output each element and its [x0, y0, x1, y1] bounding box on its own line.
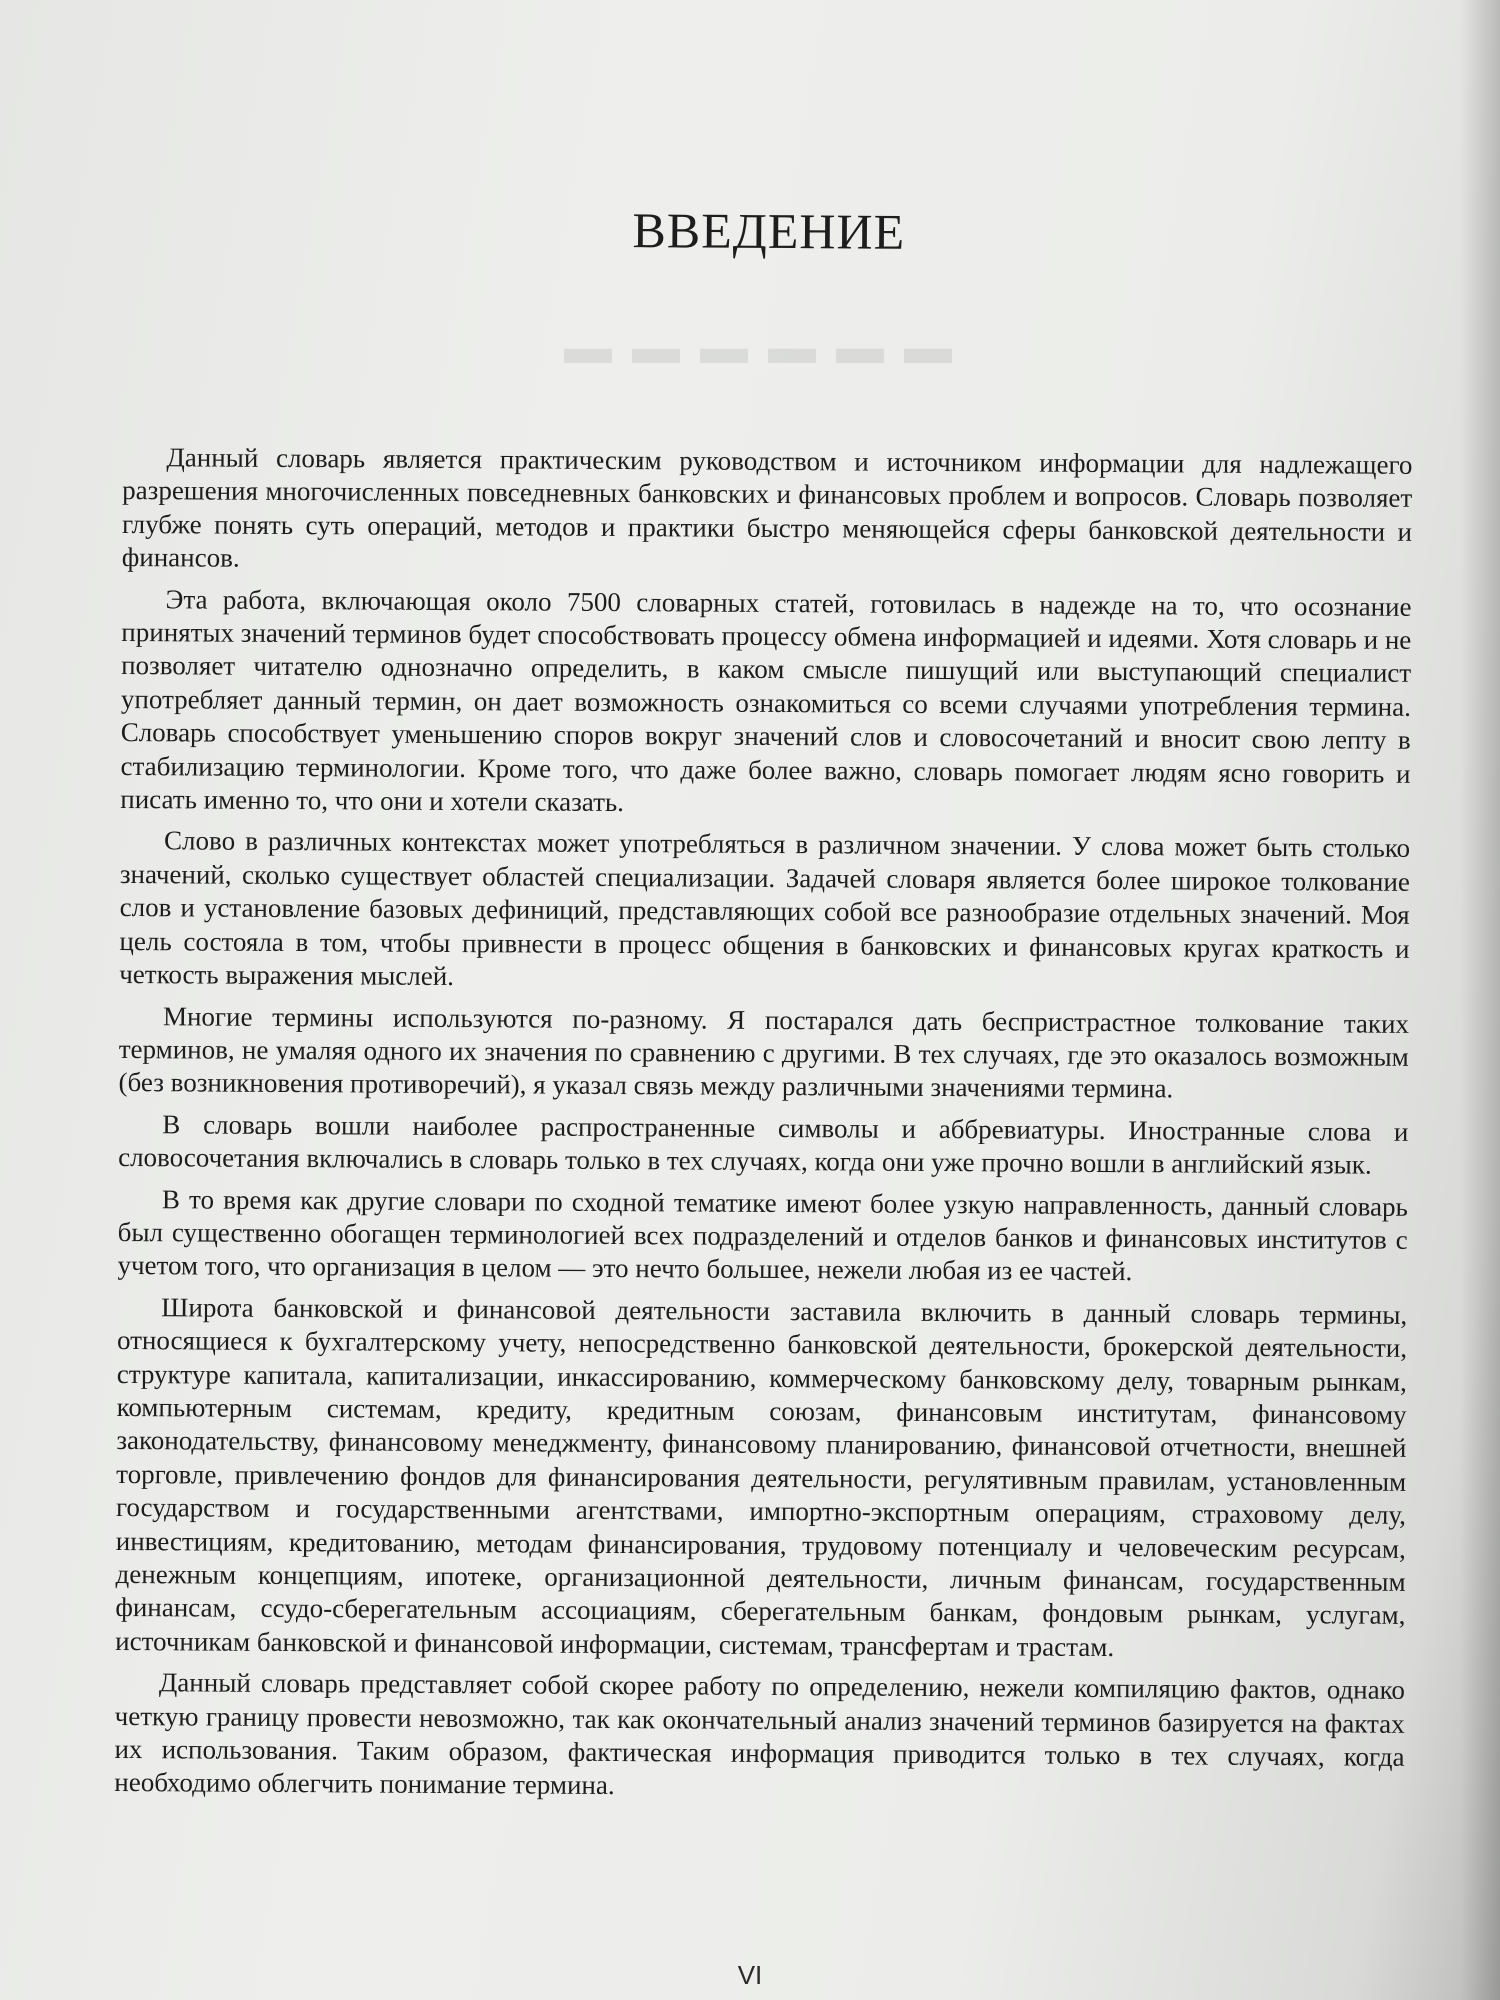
paragraph-4: Многие термины используются по-разному. Я постарался дать беспристрастное толкование таких терминов, не умаляя одного их значения по сравнению с другими. В тех случаях, где это оказалось возможным (без возникновения противоречий), я указал связь между различными значениями термина. [118, 1000, 1410, 1104]
paragraph-2: Эта работа, включающая около 7500 словарных статей, готовилась в надежде на то, что осознание принятых значений терминов будет способствовать процессу обмена информацией и идеями. Хотя словарь и не позволяет читателю однозначно определить, в каком смысле пишущий или выступающий специалист употребляет данный термин, он дает возможность ознакомиться со всеми случаями употребления термина. Словарь способствует уменьшению споров вокруг значений слов и словосочетаний и вносит свою лепту в стабилизацию терминологии. Кроме того, что даже более важно, словарь помогает людям ясно говорить и писать именно то, что они и хотели сказать. [120, 583, 1412, 818]
page-content [114, 200, 1414, 1816]
paragraph-8: Данный словарь представляет собой скорее работу по определению, нежели компиляцию фактов, однако четкую границу провести невозможно, так как окончательный анализ значений терминов базируется на фактах их использования. Таким образом, фактическая информация приводится только в тех случаях, когда необходимо облегчить понимание термина. [114, 1667, 1406, 1801]
paragraph-1: Данный словарь является практическим руководством и источником информации для надлежащего разрешения многочисленных повседневных банковских и финансовых проблем и вопросов. Словарь позволяет глубже понять суть операций, методов и практики быстро меняющейся сферы банковской деятельности и финансов. [121, 442, 1413, 573]
page-number: VI [737, 1960, 763, 1990]
paragraph-7: Широта банковской и финансовой деятельности заставила включить в данный словарь термины, относящиеся к бухгалтерскому учету, непосредственно банковской деятельности, брокерской деятельности, структуре капитала, капитализации, инкассированию, коммерческому банковскому делу, товарным рынкам, компьютерным системам, кредиту, кредитным союзам, финансовым институтам, финансовому законодательству, финансовому менеджменту, финансовому планированию, финансовой отчетности, внешней торговле, привлечению фондов для финансирования деятельности, регулятивным правилам, установленным государством и государственными агентствами, импортно-экспортным операциям, страховому делу, инвестициям, кредитованию, методам финансирования, трудовому потенциалу и человеческим ресурсам, денежным концепциям, ипотеке, организационной деятельности, личным финансам, государственным финансам, ссудо-сберегательным ассоциациям, сберегательным банкам, фондовым рынкам, услугам, источникам банковской и финансовой информации, системам, трансфертам и трастам. [115, 1291, 1408, 1662]
page-edge-shadow [1460, 0, 1500, 2000]
bleed-through-shadow: ▬ ▬ ▬ ▬ ▬ ▬ [560, 321, 952, 374]
paragraph-3: Слово в различных контекстах может употребляться в различном значении. У слова может быть столько значений, сколько существует областей специализации. Задачей словаря является более широкое толкование слов и установление базовых дефиниций, представляющих собой все разнообразие отдельных значений. Моя цель состояла в том, чтобы привнести в процесс общения в банковских и финансовых кругах краткость и четкость выражения мыслей. [119, 825, 1411, 992]
paragraph-5: В словарь вошли наиболее распространенные символы и аббревиатуры. Иностранные слова и словосочетания включались в словарь только в тех случаях, когда они уже прочно вошли в английский язык. [118, 1108, 1409, 1180]
page-title: ВВЕДЕНИЕ [632, 202, 906, 260]
paragraph-6: В то время как другие словари по сходной тематике имеют более узкую направленность, данный словарь был существенно обогащен терминологией всех подразделений и отделов банков и финансовых институтов с учетом того, что организация в целом — это нечто большее, нежели любая из ее частей. [117, 1183, 1408, 1287]
